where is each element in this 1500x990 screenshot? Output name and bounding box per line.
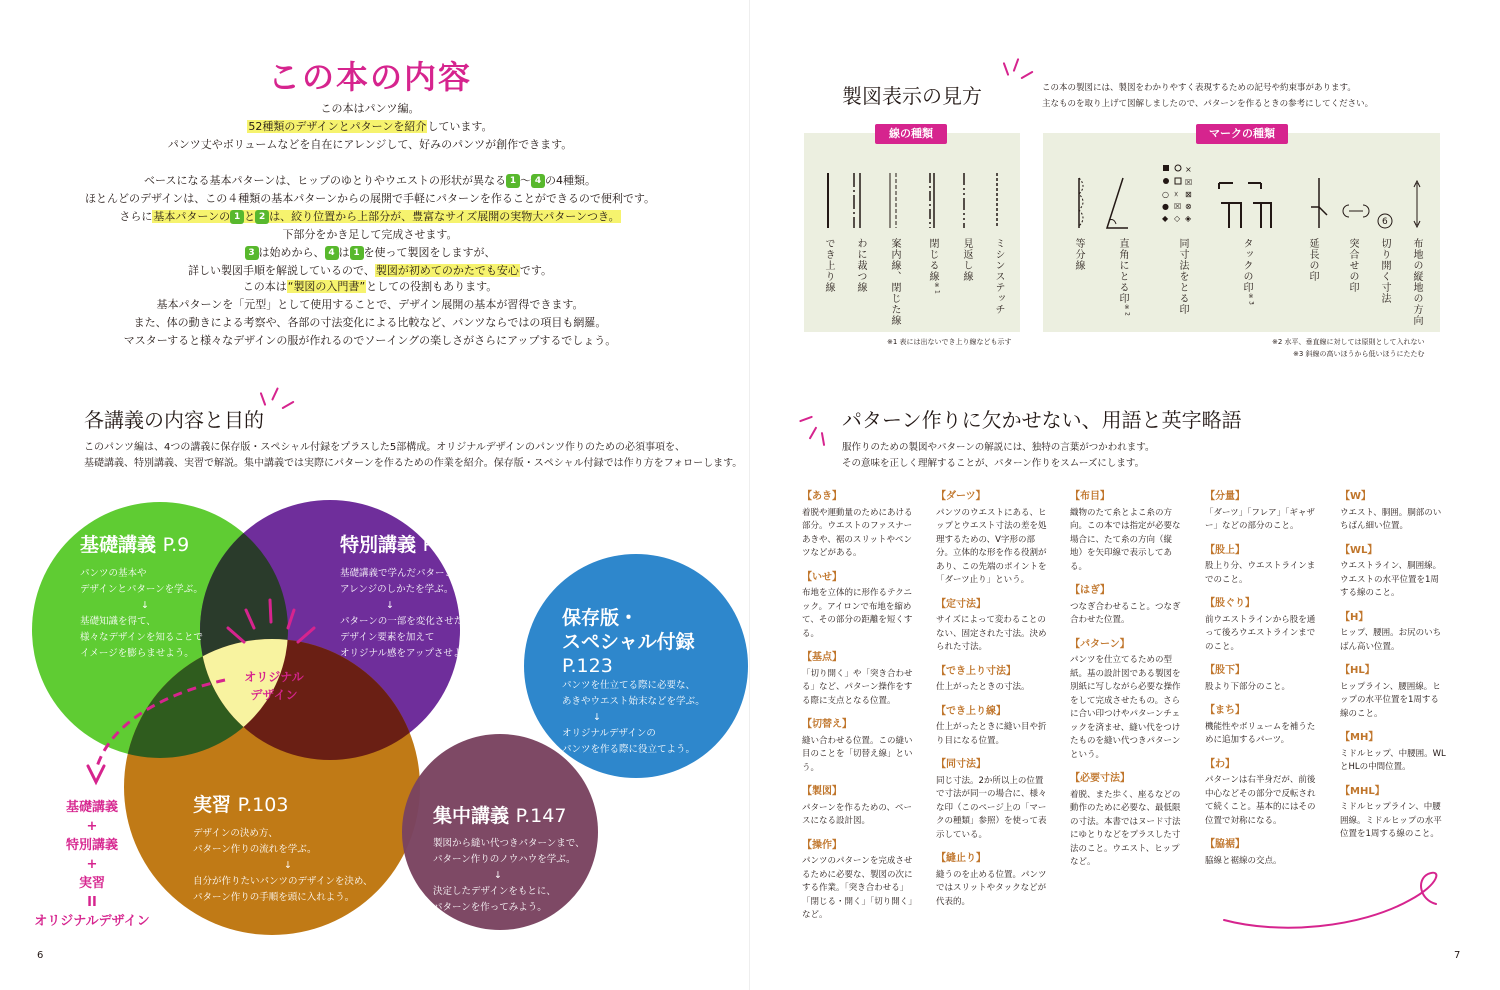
glossary-def: ミドルヒップ、中腰囲。WLとHLの中間位置。 [1340, 748, 1446, 772]
drafting-desc [1042, 80, 1373, 112]
text: オリジナル感をアップさせよう。 [340, 648, 482, 659]
highlight [152, 210, 620, 223]
line-label: わに裁つ線 [855, 238, 866, 293]
intro-block-3 [40, 278, 700, 350]
text: タックの印 [1241, 238, 1252, 293]
mark-label: 切り開く寸法 [1379, 238, 1390, 304]
highlight: 製図が初めてのかたでも安心 [375, 264, 519, 277]
glossary-def: 股より下部分のこと。 [1205, 681, 1291, 692]
glossary-def: パンツを仕立てるための型紙。基の設計図である製図を別紙に写しながら必要な操作をして完成させたもの。さらに合い印つけやパターンチェックを済ませ、縫い代をつけたものを縫い代つきパターンという。 [1070, 655, 1181, 760]
glossary-term: 【パターン】 [1070, 638, 1130, 650]
lectures-desc [84, 440, 742, 472]
cut-value: 6 [1382, 217, 1388, 227]
line-label: ミシンステッチ [993, 238, 1004, 315]
text: 自分が作りたいパンツのデザインを決め、 [193, 876, 373, 887]
glossary-desc [842, 440, 1155, 472]
text: 集中講義 [433, 805, 510, 827]
glossary-column [1340, 490, 1446, 842]
text: は、絞り位置から上部分が、豊富なサイズ展開の実物大パターンつき。 [269, 210, 620, 223]
text: あきやウエスト始末などを学ぶ。 [562, 696, 705, 707]
down-arrow-icon: ↓ [141, 600, 149, 611]
intro-block-2 [40, 172, 700, 280]
glossary-term: 【MH】 [1340, 732, 1379, 743]
glossary-term: 【同寸法】 [936, 759, 986, 770]
glossary-def: 前ウエストラインから股を通って後ろウエストラインまでのこと。 [1205, 614, 1316, 652]
text: パターン作りの手順を頭に入れよう。 [193, 892, 355, 903]
line-label: 見返し線 [961, 238, 972, 282]
accent-tick [821, 432, 825, 446]
text: このパンツ編は、4つの講義に保存版・スペシャル付録をプラスした5部構成。オリジナルデザインのパンツ作りのための必須事項を、 [84, 442, 686, 453]
glossary-term: 【でき上り線】 [936, 705, 1006, 717]
number-badge: 1 [230, 210, 244, 224]
svg-text:×: × [1185, 165, 1192, 174]
glossary-term: 【でき上り寸法】 [936, 665, 1016, 677]
text: です。 [519, 264, 552, 277]
jisshu-text [193, 826, 383, 906]
line-label: 案内線、閉じた線 [889, 238, 900, 326]
note-mark: ※3 [1247, 293, 1255, 306]
text: 閉じる線 [927, 238, 938, 282]
marks-tag: マークの種類 [1196, 124, 1288, 144]
mark-label [1240, 238, 1256, 306]
accent-tick [271, 387, 279, 401]
glossary-term: 【わ】 [1205, 758, 1235, 770]
text: 特別講義 [65, 838, 118, 853]
text: 基礎講義で学んだパターンをもとに、 [340, 568, 502, 579]
text: ベースになる基本パターンは、ヒップのゆとりやウエストの形状が異なる [144, 174, 506, 187]
intro-line [40, 244, 700, 262]
glossary-term: 【脇裾】 [1205, 839, 1245, 850]
text: しています。 [427, 120, 493, 133]
intro-line: マスターすると様々なデザインの服が作れるのでソーイングの楽しさがさらにアップするでしょう。 [123, 334, 617, 347]
text: 特別講義 [340, 534, 417, 556]
number-badge: 4 [325, 246, 339, 260]
svg-text:●: ● [1162, 202, 1169, 211]
highlight: 52種類のデザインとパターンを紹介 [248, 120, 427, 133]
accent-tick [281, 401, 294, 410]
page-number-left: 6 [37, 950, 44, 961]
glossary-term: 【はぎ】 [1070, 585, 1110, 596]
decorative-swirl [1220, 860, 1460, 940]
text: 直角にとる印 [1117, 238, 1128, 304]
text: その意味を正しく理解することが、パターン作りをスムーズにします。 [842, 458, 1145, 469]
glossary-def: 「ダーツ」「フレア」「ギャザー」などの部分のこと。 [1205, 507, 1315, 531]
accent-tick [809, 426, 818, 439]
page-ref: P.103 [237, 794, 289, 816]
shuchu-text [433, 836, 585, 916]
text: デザインの決め方、 [193, 828, 278, 839]
lines-panel [804, 133, 1020, 332]
svg-text:⊠: ⊠ [1185, 190, 1192, 199]
accent-tick [799, 416, 813, 423]
lines-tag: 線の種類 [875, 124, 947, 144]
glossary-term: 【ダーツ】 [936, 491, 986, 502]
glossary-term: 【製図】 [802, 786, 842, 797]
glossary-term: 【H】 [1340, 611, 1369, 623]
text: と [244, 210, 256, 223]
lectures-heading: 各講義の内容と目的 [84, 408, 264, 432]
text: 基本パターンの [153, 210, 231, 223]
text: パターン作りのノウハウを学ぶ。 [433, 854, 576, 865]
tokubetsu-title [340, 530, 461, 557]
number-badge: 4 [531, 174, 545, 188]
text: この本は [242, 280, 287, 293]
plus-icon: + [86, 819, 98, 834]
text: としての役割もあります。 [366, 280, 498, 293]
svg-text:☒: ☒ [1185, 178, 1193, 187]
line-label [926, 238, 942, 295]
svg-text:○: ○ [1162, 190, 1169, 199]
intro-line [40, 118, 700, 136]
page-ref: P.9 [162, 534, 190, 556]
intro-line: パンツ丈やボリュームなどを自在にアレンジして、好みのパンツが創作できます。 [167, 138, 573, 151]
text: アレンジのしかたを学ぶ。 [340, 584, 454, 595]
text: オリジナルデザイン [34, 914, 150, 929]
text: 実習 [78, 876, 105, 891]
glossary-def: 機能性やボリュームを補うために追加するパーツ。 [1205, 721, 1316, 745]
glossary-term: 【MHL】 [1340, 785, 1385, 797]
text: 製図から縫い代つきパターンまで、 [433, 838, 585, 849]
equals-icon: II [87, 895, 97, 910]
text: は [338, 246, 350, 259]
svg-text:◈: ◈ [1185, 214, 1192, 223]
glossary-def: 「切り開く」や「突き合わせる」など、パターン操作をする際に支点となる位置。 [802, 668, 913, 706]
glossary-def: 同じ寸法。2か所以上の位置で寸法が同一の場合に、様々な印（このページ上の「マークの種類」参照）を使って表示している。 [936, 775, 1047, 840]
glossary-term: 【必要寸法】 [1070, 773, 1130, 784]
glossary-def: 脇線と裾線の交点。 [1205, 855, 1282, 866]
svg-text:◆: ◆ [1162, 214, 1169, 223]
text: この本の製図には、製図をわかりやすく表現するための記号や約束事があります。 [1042, 83, 1356, 93]
hozon-text [562, 678, 705, 758]
glossary-column [1205, 490, 1317, 868]
glossary-term: 【HL】 [1340, 665, 1375, 676]
original-label [228, 668, 320, 704]
text: スペシャル付録 [562, 631, 695, 653]
footnote: ※2 水平、垂直線に対しては原則として入れない [1272, 338, 1425, 346]
line-samples [804, 133, 1020, 332]
intro-line: ほとんどのデザインは、この４種類の基本パターンからの展開で手軽にパターンを作ることができるので便利です。 [85, 192, 655, 205]
glossary-term: 【定寸法】 [936, 598, 986, 610]
glossary-def: パターンは右半身だが、前後中心などその部分で反転されて続くこと。基本的にはその位置で対称になる。 [1205, 775, 1316, 826]
text: 服作りのための製図やパターンの解説には、独特の言葉がつかわれます。 [842, 442, 1155, 453]
text: パンツを仕立てる際に必要な、 [562, 680, 696, 691]
glossary-term: 【WL】 [1340, 544, 1378, 556]
glossary-def: ミドルヒップライン、中腰囲線。ミドルヒップの水平位置を1周する線のこと。 [1340, 802, 1442, 839]
glossary-term: 【股上】 [1205, 544, 1245, 556]
glossary-def: ヒップライン、腰囲線。ヒップの水平位置を1周する線のこと。 [1340, 681, 1441, 719]
down-arrow-icon: ↓ [593, 712, 601, 723]
text: 〜 [519, 174, 531, 187]
text: 主なものを取り上げて図解しましたので、パターンを作るときの参考にしてください。 [1042, 99, 1374, 109]
text: パターンを作ってみよう。 [433, 902, 547, 913]
glossary-def: 織物のたて糸とよこ糸の方向。この本では指定が必要な場合に、たて糸の方向（縦地）を矢印線で表示してある。 [1070, 507, 1181, 572]
text: 基礎講義 [65, 800, 118, 815]
accent-tick [1013, 58, 1020, 72]
tokubetsu-text [340, 566, 501, 662]
page-ref: P.75 [422, 534, 462, 556]
accent-tick [1003, 62, 1010, 76]
glossary-term: 【いせ】 [802, 571, 842, 583]
text: 基礎講義 [80, 534, 157, 556]
glossary-def: サイズによって変わることのない、固定された寸法。決められた寸法。 [936, 615, 1047, 652]
text: パンツを作る際に役立てよう。 [562, 744, 696, 755]
intro-line [40, 172, 700, 190]
text: 実習 [193, 794, 232, 816]
glossary-term: 【操作】 [802, 839, 842, 851]
svg-text:⊗: ⊗ [1185, 202, 1192, 211]
highlight: “製図の入門書” [287, 280, 366, 293]
text: デザインとパターンを学ぶ。 [80, 584, 203, 595]
glossary-term: 【基点】 [802, 652, 842, 663]
intro-line [40, 208, 700, 226]
glossary-def: パンツのパターンを完成させるために必要な、製図の次にする作業。「突き合わせる」「閉じる・開く」「切り開く」など。 [802, 856, 913, 920]
text: デザイン [250, 688, 298, 702]
text: 製図の入門書 [293, 280, 360, 293]
text: を使って製図をしますが、 [363, 246, 496, 259]
glossary-term: 【切替え】 [802, 719, 852, 730]
glossary-def: ウエスト、胴囲。胴部のいちばん細い位置。 [1340, 507, 1442, 531]
mark-label [1116, 238, 1132, 317]
glossary-def: 仕上がったときに縫い目や折り目になる位置。 [936, 722, 1047, 746]
down-arrow-icon: ↓ [386, 600, 394, 611]
glossary-def: 股上り分、ウエストラインまでのこと。 [1205, 561, 1316, 585]
intro-line: 下部分をかき足して完成させます。 [282, 228, 458, 241]
text: の4種類。 [544, 174, 596, 187]
jisshu-title [193, 790, 288, 817]
glossary-term: 【W】 [1340, 491, 1372, 502]
text: さらに [119, 210, 153, 223]
text: パターン作りの流れを学ぶ。 [193, 844, 317, 855]
glossary-term: 【あき】 [802, 491, 842, 502]
number-badge: 2 [255, 210, 269, 224]
glossary-term: 【布目】 [1070, 491, 1110, 502]
text: オリジナルデザインの [562, 728, 656, 739]
text: 保存版・ [562, 607, 639, 629]
glossary-column [802, 490, 914, 923]
glossary-def: パンツのウエストにある、ヒップとウエスト寸法の差を処理するための、V字形の部分。立体的な形を作る役割があり、この先端のポイントを「ダーツ止り」という。 [936, 507, 1047, 585]
note-mark: ※2 [1123, 304, 1131, 317]
mark-label: 延長の印 [1307, 238, 1318, 282]
glossary-def: 着脱や運動量のためにあける部分。ウエストのファスナーあきや、裾のスリットやベンツなどがある。 [802, 507, 913, 558]
svg-text:☒: ☒ [1174, 202, 1182, 211]
text: 基礎講義、特別講義、実習で解説。集中講義では実際にパターンを作るための作業を紹介。保存版・スペシャル付録では作り方をフォローします。 [84, 458, 743, 469]
text: 様々なデザインを知ることで [80, 632, 203, 643]
glossary-def: 縫うのを止める位置。パンツではスリットやタックなどが代表的。 [936, 869, 1047, 907]
note-mark: ※1 [933, 282, 941, 295]
text: 決定したデザインをもとに、 [433, 886, 556, 897]
glossary-def: 着脱、また歩く、座るなどの動作のために必要な、最低限の寸法。本書ではヌード寸法にゆとりなどをプラスした寸法のこと。ウエスト、ヒップなど。 [1070, 789, 1181, 867]
mark-label: 同寸法をとる印 [1177, 238, 1188, 315]
page-ref: P.147 [515, 805, 567, 827]
glossary-column [1070, 490, 1182, 870]
glossary-def: ウエストライン、胴囲線。ウエストの水平位置を1周する線のこと。 [1340, 561, 1442, 598]
intro-line: また、体の動きによる考察や、各部の寸法変化による比較など、パンツならではの項目も網羅。 [133, 316, 607, 329]
text: 詳しい製図手順を解説しているので、 [188, 264, 375, 277]
glossary-term: 【分量】 [1205, 491, 1245, 502]
number-badge: 1 [350, 246, 364, 260]
down-arrow-icon: ↓ [494, 870, 502, 881]
glossary-def: つなぎ合わせること。つなぎ合わせた位置。 [1070, 601, 1181, 625]
intro-line [40, 278, 700, 296]
arrow-head [88, 766, 104, 782]
page-ref: P.123 [562, 655, 613, 677]
glossary-def: パターンを作るための、ベースになる設計図。 [802, 802, 912, 826]
glossary-term: 【まち】 [1205, 705, 1245, 716]
accent-tick [1020, 71, 1033, 80]
page-number-right: 7 [1454, 950, 1461, 961]
glossary-term: 【股下】 [1205, 665, 1245, 676]
mark-label: 突合せの印 [1347, 238, 1358, 293]
kiso-text [80, 566, 210, 662]
svg-text:◇: ◇ [1174, 214, 1181, 223]
intro-line: この本はパンツ編。 [320, 102, 420, 115]
glossary-heading: パターン作りに欠かせない、用語と英字略語 [842, 408, 1242, 432]
footnote: ※1 表には出ないでき上り線なども示す [887, 338, 1012, 346]
number-badge: 3 [245, 246, 259, 260]
line-label: でき上り線 [823, 238, 834, 293]
svg-text:☓: ☓ [1174, 190, 1179, 199]
kiso-title [80, 530, 189, 557]
page-title: この本の内容 [267, 58, 472, 96]
plus-icon: + [86, 857, 98, 872]
text: 基礎知識を得て、 [80, 616, 156, 627]
down-arrow-icon: ↓ [284, 860, 292, 871]
text: イメージを膨らませよう。 [80, 648, 194, 659]
glossary-def: ヒップ、腰囲。お尻のいちばん高い位置。 [1340, 628, 1442, 652]
text: デザイン要素を加えて [340, 632, 435, 643]
glossary-def: 仕上がったときの寸法。 [936, 682, 1030, 692]
text: オリジナル [244, 670, 304, 684]
glossary-column [936, 490, 1048, 909]
shuchu-title [433, 801, 566, 828]
glossary-term: 【縫止り】 [936, 853, 986, 864]
drafting-heading: 製図表示の見方 [842, 84, 982, 108]
glossary-def: 布地を立体的に形作るテクニック。アイロンで布地を縮めて、その部分の距離を短くする。 [802, 588, 913, 639]
hozon-title [562, 606, 695, 678]
mark-label: 等分線 [1073, 238, 1084, 271]
intro-block-1 [40, 100, 700, 154]
intro-line: 基本パターンを「元型」として使用することで、デザイン展開の基本が習得できます。 [156, 298, 584, 311]
text: パターンの一部を変化させたり、 [340, 616, 483, 627]
formula [22, 798, 162, 931]
glossary-term: 【股ぐり】 [1205, 598, 1255, 609]
mark-label: 布地の縦地の方向 [1411, 238, 1422, 326]
text: パンツの基本や [80, 568, 147, 579]
footnote: ※3 斜線の高いほうから低いほうにたたむ [1293, 350, 1425, 358]
number-badge: 1 [506, 174, 520, 188]
text: は始めから、 [258, 246, 325, 259]
glossary-def: 縫い合わせる位置。この縫い目のことを「切替え線」という。 [802, 735, 913, 773]
